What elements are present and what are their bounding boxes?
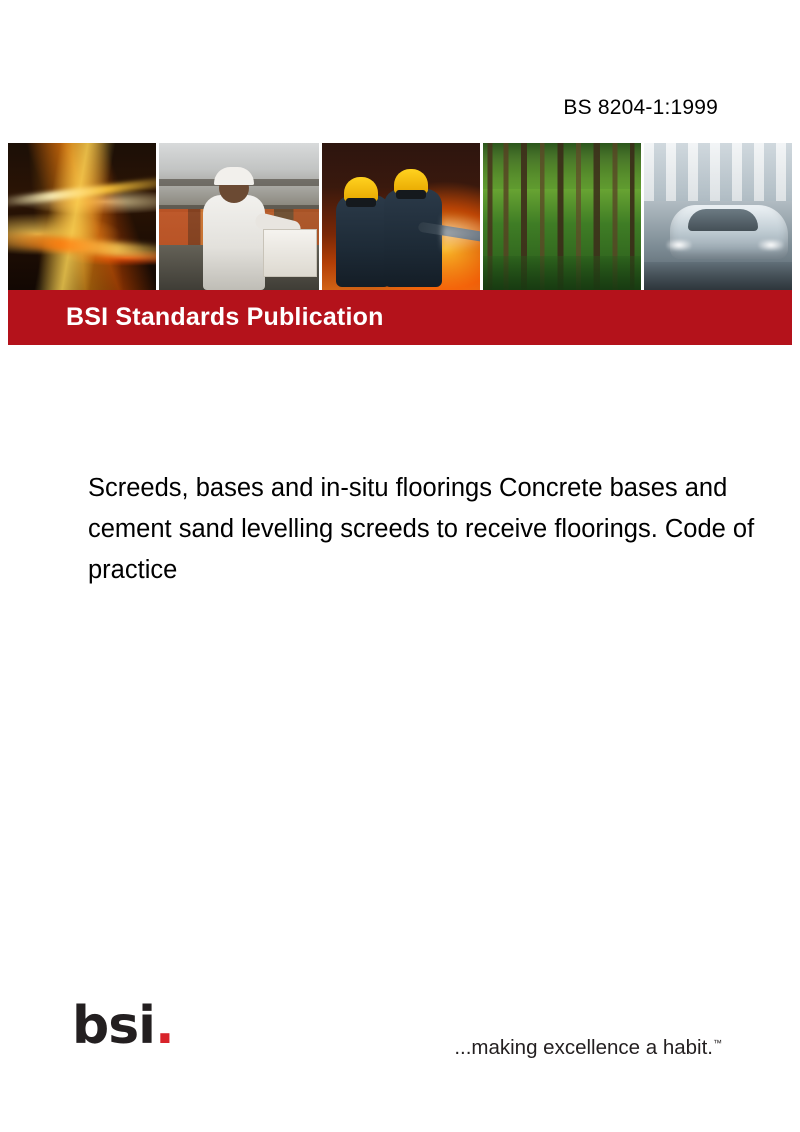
bsi-logo-dot: .	[155, 996, 174, 1056]
water-spray-shape	[442, 213, 480, 253]
hard-hat-shape	[214, 167, 254, 185]
factory-floor-decoration	[644, 262, 792, 290]
standard-number: BS 8204-1:1999	[563, 96, 718, 119]
warehouse-worker-packing-image	[159, 143, 319, 290]
forest-floor-decoration	[483, 256, 641, 290]
visor-shape	[346, 198, 376, 207]
carton-shape	[263, 229, 317, 277]
forest-of-trees-image	[483, 143, 641, 290]
firefighter-body-shape	[336, 195, 390, 287]
car-headlamp-shape	[758, 239, 784, 251]
trademark-symbol: ™	[713, 1038, 722, 1049]
car-manufacturing-line-image	[644, 143, 792, 290]
page-title: Screeds, bases and in-situ floorings Concrete bases and cement sand levelling screeds to receive floorings. Code of practice	[88, 474, 755, 584]
bsi-logo	[72, 996, 192, 1060]
car-headlamp-shape	[666, 239, 692, 251]
factory-hall-decoration	[644, 143, 792, 201]
tagline	[454, 1036, 722, 1060]
bsi-logo-wordmark: bsi	[72, 996, 155, 1056]
publisher-banner-label: BSI Standards Publication	[66, 303, 384, 331]
worker-body-shape	[203, 195, 265, 290]
cover-image-strip	[8, 143, 792, 290]
firefighters-with-hose-image	[322, 143, 480, 290]
car-windshield-shape	[688, 209, 758, 231]
visor-shape	[396, 190, 426, 199]
tagline-text: ...making excellence a habit.	[454, 1036, 713, 1059]
firefighter-body-shape	[384, 189, 442, 287]
night-traffic-light-trails-image	[8, 143, 156, 290]
